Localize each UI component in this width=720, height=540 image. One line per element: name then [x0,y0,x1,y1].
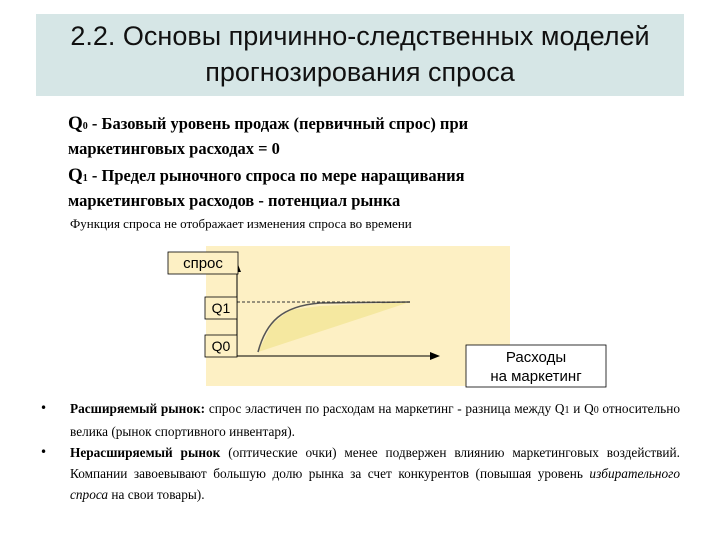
x-axis-label-line1: Расходы [505,349,567,366]
bullet-nonexpandable-market [40,442,680,505]
bullet1-text2: и Q [569,401,594,416]
q0-label: Q0 [211,338,231,354]
bullet-expandable-market [40,398,680,442]
bullet-list [40,398,680,505]
y-axis-label: спрос [183,255,223,272]
bullet-dot: • [40,401,48,415]
q1-symbol: Q1 [68,165,88,186]
bullet2-text2: на свои товары). [108,487,205,502]
q0-text-line2: маркетинговых расходах = 0 [68,139,280,158]
x-axis-label-line2: на маркетинг [490,368,582,385]
q0-dash: - [87,114,102,133]
bullet1-sub2: 0 [593,405,599,416]
q1-text-line2: маркетинговых расходов - потенциал рынка [68,191,401,210]
bullet2-bold: Нерасширяемый рынок [70,445,221,460]
bullet1-sub1: 1 [564,405,570,416]
bullet1-text: спрос эластичен по расходам на маркетинг - разница между Q [205,401,565,416]
bullet1-bold: Расширяемый рынок: [70,401,206,416]
note-text: Функция спроса не отображает изменения спроса во времени [70,216,412,231]
q1-text-line1: Предел рыночного спроса по мере наращивания [101,166,465,185]
slide-title: 2.2. Основы причинно-следственных моделей прогнозирования спроса [70,21,650,87]
bullet-dot: • [40,445,48,459]
q1-label: Q1 [211,300,231,316]
bullet2-text: (оптические очки) менее подвержен влиянию маркетинговых воздействий. Компании завоевывают большую долю рынка за счет конкурентов (повышая уровень [70,445,680,481]
bullet2-italic: избирательного спроса [70,466,680,502]
q0-symbol: Q0 [68,113,88,134]
q0-text-line1: Базовый уровень продаж (первичный спрос) при [101,114,469,133]
q1-dash: - [87,166,102,185]
bullet1-text3: относительно велика (рынок спортивного инвентаря). [70,401,680,439]
